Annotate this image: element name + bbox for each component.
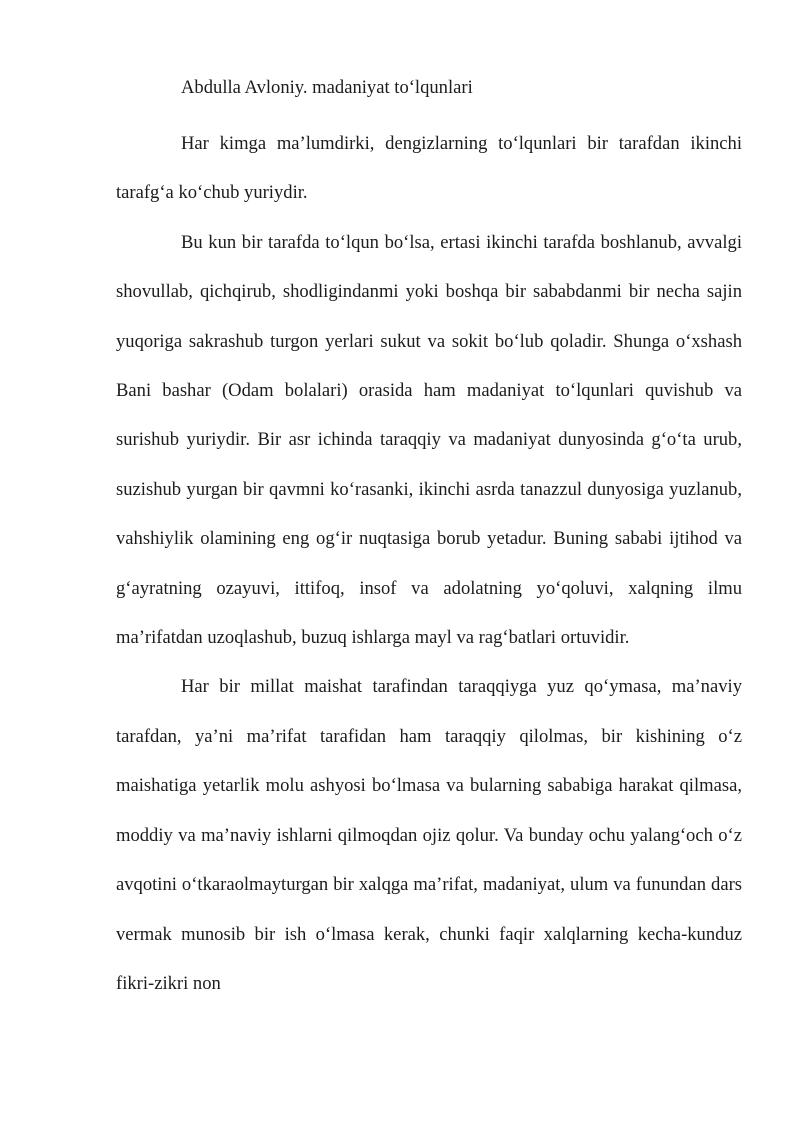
paragraph-intro: Har kimga ma’lumdirki, dengizlarning to‘lqunlari bir tarafdan ikinchi tarafg‘a ko‘chub yuriydir. bbox=[116, 133, 742, 204]
document-body bbox=[116, 70, 742, 1008]
document-title: Abdulla Avloniy. madaniyat to‘lqunlari bbox=[181, 77, 473, 98]
paragraph-economy: Har bir millat maishat tarafindan taraqqiyga yuz qo‘ymasa, ma’naviy tarafdan, ya’ni ma’rifat tarafidan ham taraqqiy qilolmas, bir kishining o‘z maishatiga yetarlik molu ashyosi bo‘lmasa va bularning sababiga harakat qilmasa, moddiy va ma’naviy ishlarni qilmoqdan ojiz qolur. Va bunday ochu yalang‘och o‘z avqotini o‘tkaraolmayturgan bir xalqga ma’rifat, madaniyat, ulum va funundan dars vermak munosib bir ish o‘lmasa kerak, chunki faqir xalqlarning kecha-kunduz fikri-zikri non bbox=[116, 676, 742, 994]
paragraph-culture-waves: Bu kun bir tarafda to‘lqun bo‘lsa, ertasi ikinchi tarafda boshlanub, avvalgi shovullab, qichqirub, shodligindanmi yoki boshqa bir sababdanmi bir necha sajin yuqoriga sakrashub turgon yerlari sukut va sokit bo‘lub qoladir. Shunga o‘xshash Bani bashar (Odam bolalari) orasida ham madaniyat to‘lqunlari quvishub va surishub yuriydir. Bir asr ichinda taraqqiy va madaniyat dunyosinda g‘o‘ta urub, suzishub yurgan bir qavmni ko‘rasanki, ikinchi asrda tanazzul dunyosiga yuzlanub, vahshiylik olamining eng og‘ir nuqtasiga borub yetadur. Buning sababi ijtihod va g‘ayratning ozayuvi, ittifoq, insof va adolatning yo‘qoluvi, xalqning ilmu ma’rifatdan uzoqlashub, buzuq ishlarga mayl va rag‘batlari ortuvidir. bbox=[116, 231, 742, 649]
